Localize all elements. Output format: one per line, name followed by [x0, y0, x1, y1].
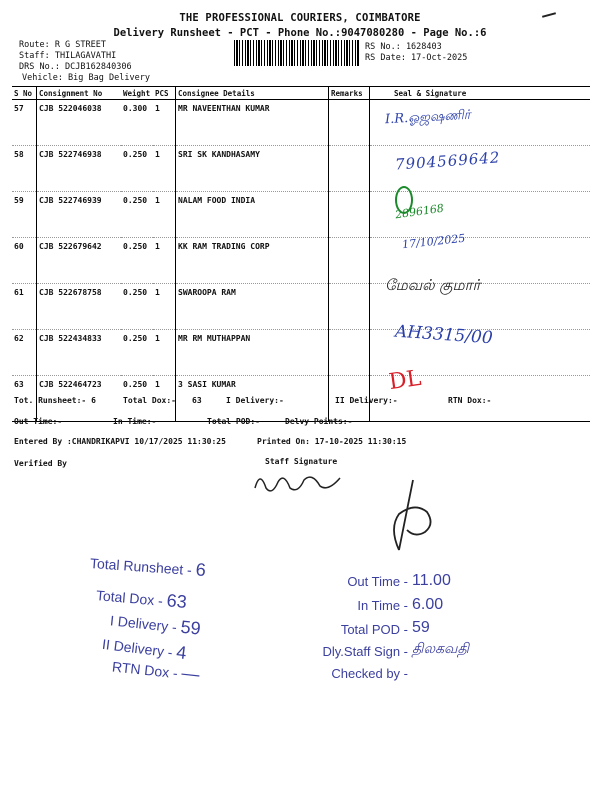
signature-60: 17/10/2025 — [401, 231, 466, 252]
runsheet-table — [12, 86, 590, 422]
signature-63: DL — [387, 365, 423, 396]
cell-weight: 0.250 — [121, 376, 153, 422]
cell-remarks — [329, 284, 370, 330]
cell-consignee: MR NAVEENTHAN KUMAR — [176, 100, 329, 146]
verified-by: Verified By — [14, 459, 67, 468]
cell-sno: 63 — [12, 376, 37, 422]
col-weight: Weight — [121, 87, 153, 100]
col-pcs: PCS — [153, 87, 176, 100]
table-row — [12, 146, 590, 192]
cell-pcs: 1 — [153, 146, 176, 192]
rtn-dox-label: RTN Dox:- — [448, 396, 492, 405]
stamp-staff-sign-value: திலகவதி — [412, 640, 469, 656]
stamp-i-delivery: I Delivery - 59 — [109, 612, 202, 639]
stamp-total-pod-label: Total POD - — [340, 622, 408, 637]
tot-runsheet: Tot. Runsheet:- 6 — [14, 396, 96, 405]
verifier-signature-scribble — [385, 478, 445, 558]
drs-label: DRS No.: DCJB162840306 — [19, 62, 132, 72]
table-row — [12, 238, 590, 284]
delvy-points-label: Delvy Points:- — [285, 417, 353, 426]
cell-consignment: CJB 522746939 — [37, 192, 122, 238]
cell-consignee: 3 SASI KUMAR — [176, 376, 329, 422]
cell-sno: 57 — [12, 100, 37, 146]
table-row — [12, 192, 590, 238]
route-label: Route: R G STREET — [19, 40, 106, 50]
cell-sno: 59 — [12, 192, 37, 238]
cell-pcs: 1 — [153, 192, 176, 238]
cell-pcs: 1 — [153, 284, 176, 330]
cell-pcs: 1 — [153, 100, 176, 146]
cell-weight: 0.250 — [121, 192, 153, 238]
signature-61: மேவல் குமார் — [385, 276, 481, 294]
stamp-total-dox: Total Dox - 63 — [95, 587, 188, 612]
barcode — [234, 40, 360, 66]
stamp-in-time-value: 6.00 — [412, 596, 444, 613]
runsheet-subtitle: Delivery Runsheet - PCT - Phone No.:9047080280 - Page No.:6 — [113, 27, 487, 39]
cell-weight: 0.250 — [121, 330, 153, 376]
cell-consignee: KK RAM TRADING CORP — [176, 238, 329, 284]
col-sno: S No — [12, 87, 37, 100]
cell-weight: 0.300 — [121, 100, 153, 146]
col-consignment: Consignment No — [37, 87, 122, 100]
cell-consignment: CJB 522746938 — [37, 146, 122, 192]
cell-consignee: MR RM MUTHAPPAN — [176, 330, 329, 376]
rs-number: RS No.: 1628403 — [365, 42, 442, 52]
cell-remarks — [329, 330, 370, 376]
signature-scribble — [395, 186, 413, 214]
cell-remarks — [329, 192, 370, 238]
cell-remarks — [329, 146, 370, 192]
cell-remarks — [329, 238, 370, 284]
cell-weight: 0.250 — [121, 146, 153, 192]
stamp-rtn-dox: RTN Dox - — — [111, 658, 201, 685]
table-row — [12, 376, 590, 422]
stamp-staff-sign-label: Dly.Staff Sign - — [322, 644, 408, 659]
col-remarks: Remarks — [329, 87, 370, 100]
table-row — [12, 330, 590, 376]
signature-62: AH3315/00 — [394, 321, 494, 349]
entered-by: Entered By :CHANDRIKAPVI 10/17/2025 11:30:25 — [14, 437, 226, 446]
table-header-row — [12, 87, 590, 100]
cell-sno: 60 — [12, 238, 37, 284]
cell-remarks — [329, 100, 370, 146]
stamp-checked-by-label: Checked by - — [331, 666, 408, 681]
stamp-in-time-label: In Time - — [357, 598, 408, 613]
cell-sno: 58 — [12, 146, 37, 192]
out-time-label: Out Time:- — [14, 417, 63, 426]
cell-consignment: CJB 522678758 — [37, 284, 122, 330]
company-title: THE PROFESSIONAL COURIERS, COIMBATORE — [179, 12, 421, 24]
in-time-label: In Time:- — [113, 417, 157, 426]
cell-pcs: 1 — [153, 238, 176, 284]
cell-weight: 0.250 — [121, 238, 153, 284]
cell-sno: 62 — [12, 330, 37, 376]
vehicle-label: Vehicle: Big Bag Delivery — [22, 73, 150, 83]
stamp-total-pod-value: 59 — [412, 619, 430, 636]
cell-consignment: CJB 522679642 — [37, 238, 122, 284]
stamp-out-time-value: 11.00 — [412, 572, 451, 589]
col-consignee: Consignee Details — [176, 87, 329, 100]
total-dox-value: 63 — [192, 396, 202, 405]
ii-delivery-label: II Delivery:- — [335, 396, 398, 405]
total-dox-label: Total Dox:- — [123, 396, 176, 405]
total-pod-label: Total POD:- — [207, 417, 260, 426]
signature-58: 7904569642 — [394, 148, 501, 174]
rs-date: RS Date: 17-Oct-2025 — [365, 53, 468, 63]
stamp-out-time-label: Out Time - — [347, 574, 408, 589]
cell-pcs: 1 — [153, 330, 176, 376]
printed-on: Printed On: 17-10-2025 11:30:15 — [257, 437, 407, 446]
cell-consignment: CJB 522434833 — [37, 330, 122, 376]
cell-pcs: 1 — [153, 376, 176, 422]
staff-signature-scribble — [250, 468, 350, 498]
signature-59: 2896168 — [394, 201, 445, 222]
stamp-ii-delivery: II Delivery - 4 — [101, 635, 188, 664]
cell-consignee: SWAROOPA RAM — [176, 284, 329, 330]
table-row — [12, 100, 590, 146]
cell-sno: 61 — [12, 284, 37, 330]
i-delivery-label: I Delivery:- — [226, 396, 284, 405]
table-row — [12, 284, 590, 330]
stamp-total-runsheet: Total Runsheet - 6 — [89, 554, 207, 581]
cell-consignee: SRI SK KANDHASAMY — [176, 146, 329, 192]
staff-label: Staff: THILAGAVATHI — [19, 51, 117, 61]
col-seal-signature: Seal & Signature — [370, 87, 591, 100]
cell-consignee: NALAM FOOD INDIA — [176, 192, 329, 238]
staff-signature-label: Staff Signature — [265, 457, 338, 466]
cell-weight: 0.250 — [121, 284, 153, 330]
cell-consignment: CJB 522046038 — [37, 100, 122, 146]
cell-consignment: CJB 522464723 — [37, 376, 122, 422]
signature-57: I.R.ஓஜஷணிர் — [384, 107, 471, 128]
